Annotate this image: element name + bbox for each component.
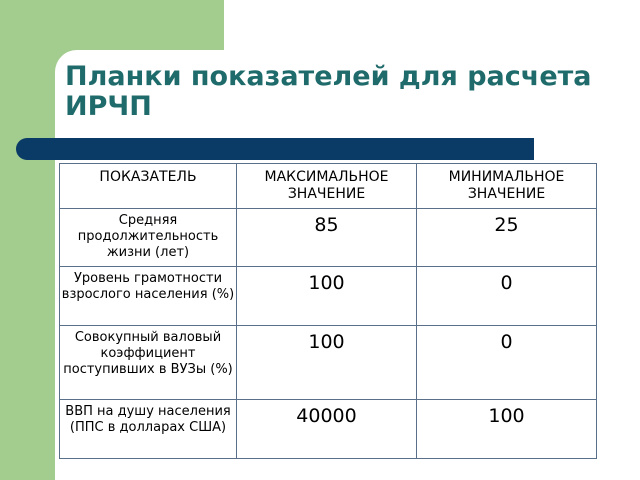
indicator-thresholds-table <box>59 163 597 459</box>
min-value-cell: 0 <box>417 267 597 326</box>
min-value-cell: 0 <box>417 326 597 400</box>
indicator-cell: ВВП на душу населения (ППС в долларах США) <box>60 400 237 459</box>
max-value-cell: 100 <box>237 267 417 326</box>
table-row <box>60 326 597 400</box>
max-value-cell: 85 <box>237 209 417 267</box>
indicator-cell: Совокупный валовый коэффициент поступивших в ВУЗы (%) <box>60 326 237 400</box>
table-row <box>60 400 597 459</box>
table-row <box>60 209 597 267</box>
max-value-cell: 100 <box>237 326 417 400</box>
max-value-cell: 40000 <box>237 400 417 459</box>
indicator-cell: Средняя продолжительность жизни (лет) <box>60 209 237 267</box>
title-divider-bar-extension <box>270 138 534 160</box>
min-value-cell: 25 <box>417 209 597 267</box>
min-value-cell: 100 <box>417 400 597 459</box>
indicator-cell: Уровень грамотности взрослого населения (%) <box>60 267 237 326</box>
header-min-value: МИНИМАЛЬНОЕ ЗНАЧЕНИЕ <box>417 164 597 209</box>
table-header-row <box>60 164 597 209</box>
header-max-value: МАКСИМАЛЬНОЕ ЗНАЧЕНИЕ <box>237 164 417 209</box>
table-row <box>60 267 597 326</box>
header-indicator: ПОКАЗАТЕЛЬ <box>60 164 237 209</box>
slide-title: Планки показателей для расчета ИРЧП <box>65 61 592 122</box>
